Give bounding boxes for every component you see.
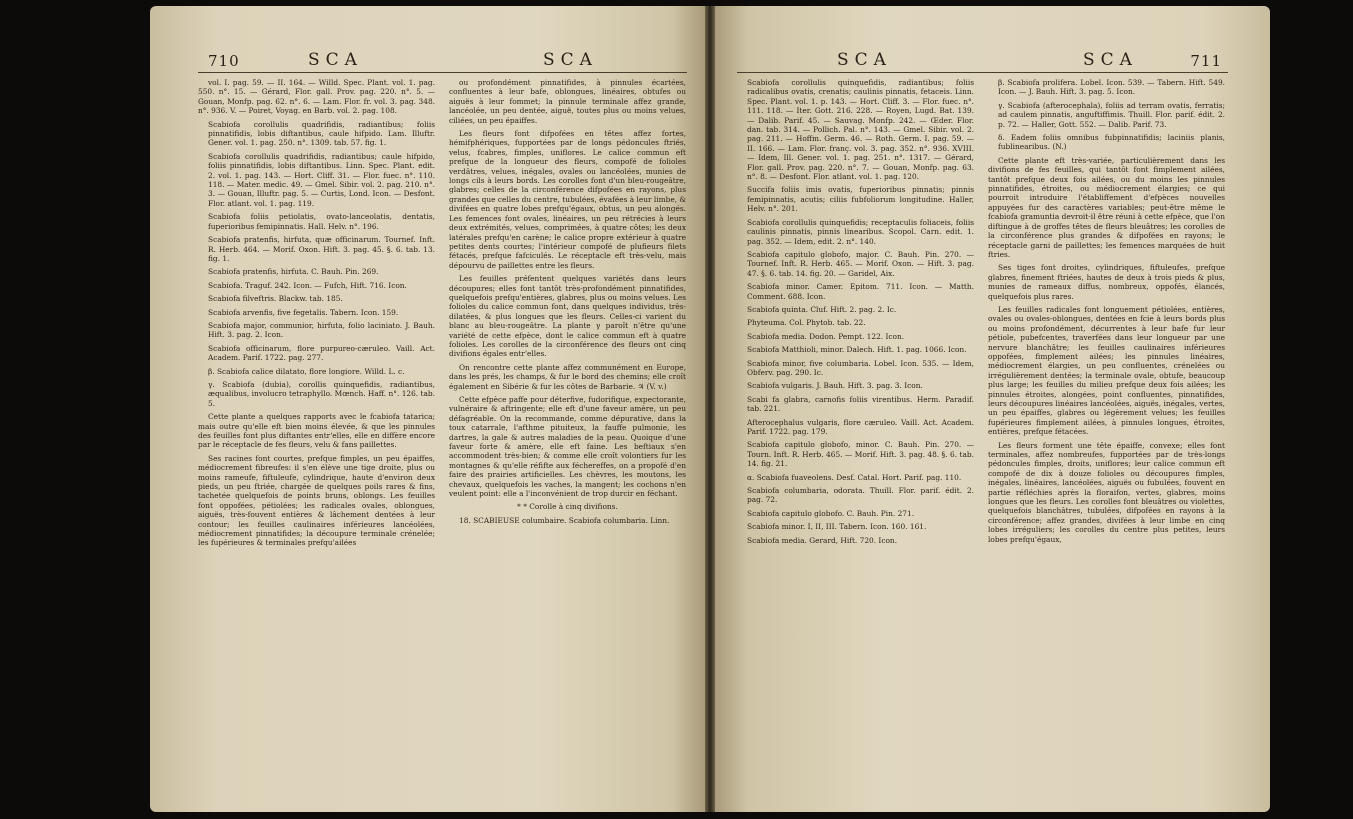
paragraph: Scabiofa minor. Camer. Epitom. 711. Icon. — Matth. Comment. 688. Icon. [747,282,974,301]
paragraph: γ. Scabiofa (dubia), corollis quinquefidis, radiantibus, æqualibus, involucro tetraphyllo. Mœnch. Haff. n°. 126. tab. 5. [208,379,435,408]
running-head-title: SCA [837,50,892,70]
paragraph: 18. SCABIEUSE columbaire. Scabiofa columbaria. Linn. [459,515,670,525]
header-rule [737,72,1228,73]
paragraph: Scabiofa arvenfis, five fegetalis. Tabern. Icon. 159. [208,307,399,317]
paragraph: Scabiofa major, communior, hirfuta, folio laciniato. J. Bauh. Hift. 3. pag. 2. Icon. [208,320,435,340]
paragraph: Cette plante eft très-variée, particulièrement dans les divifions de fes feuilles, qui tantôt font fimplement ailées, tantôt prefque deux fois ailées, ou du moins les pinnules pinnatifides, étroites, ou médiocrement élargies; ce qui pourroit introduire l'établiffement d'efpèces nouvelles appuyées fur des caractères variables; peut-être même le fcabiofa gramuntia devroit-il être réuni à cette efpèce, que l'on diftingue à de groffes têtes de fleurs bleuâtres; les corolles de la circonférence plus grandes & difpofées en rayons; le réceptacle garni de paillettes; les femences marquées de huit ftries. [988,155,1225,259]
paragraph: Ses racines font courtes, prefque fimples, un peu épaiffes, médiocrement fibreufes: il s'en élève une tige droite, plus ou moins rameufe, fiftuleufe, cylindrique, haute d'environ deux pieds, un peu ftriée, chargée de quelques poils rares & fins, tachetée quelquefois de points bruns, oblongs. Les feuilles font oppofées, pétiolées; les radicales ovales, oblongues, aiguës, très-fouvent entières & lâchement dentées à leur contour; les feuilles caulinaires inférieures lancéolées, médiocrement pinnatifides; la découpure terminale crénelée; les fupérieures & terminales prefqu'ailées [198,453,435,548]
paragraph: Scabiofa corollulis quinquefidis; receptaculis foliaceis, foliis caulinis pinnatis, pinnis linearibus. Scopol. Carn. edit. 1. pag. 352. — Idem, edit. 2. n°. 140. [747,217,974,246]
text-column-right-1 [737,78,974,549]
paragraph: Les feuilles préfentent quelques variétés dans leurs découpures; elles font tantôt très-profondément pinnatifides, quelquefois prefqu'entières, glabres, plus ou moins velues. Les folioles du calice commun font, dans quelques individus, très-dilatées, & plus longues que les fleurs. Celles-ci varient du blanc au bleu-rougeâtre. La plante γ paroît n'être qu'une variété de cette efpèce, dont le calice commun eft à quatre folioles. Les corolles de la circonférence des fleurs ont cinq divifions égales entr'elles. [449,274,686,359]
paragraph: Scabiofa pratenfis, hirfuta. C. Bauh. Pin. 269. [208,267,379,277]
paragraph: Les fleurs font difpofées en têtes affez fortes, hémifphériques, fupportées par de longs pédoncules ftriés, velus, fcabres, fimples, uniflores. Le calice commun eft prefque de la longueur des fleurs, compofé de folioles verdâtres, velues, inégales, ovales ou lancéolées, munies de longs cils à leurs bords. Les corolles font d'un bleu-rougeâtre, glabres; celles de la circonférence difpofées en rayons, plus grandes que celles du centre, tubulées, évafées à leur limbe, & divifées en quatre lobes prefqu'égaux, obtus, un peu alongés. Les femences font ovales, linéaires, un peu rétrécies à leurs deux extrémités, velues, comprimées, à quatre côtes; les deux latérales prefqu'en carène; le calice propre extérieur à quatre petites dents courtes; l'intérieur compofé de plufieurs filets fétacés, prefque fafciculés. Le réceptacle eft très-velu, mais dépourvu de paillettes entre les fleurs. [449,129,686,270]
paragraph: α. Scabiofa fuaveolens. Desf. Catal. Hort. Parif. pag. 110. [747,472,962,482]
paragraph: Scabiofa Matthioli, minor. Dalech. Hift. 1. pag. 1066. Icon. [747,345,967,355]
running-head-title: SCA [543,50,598,70]
paragraph: Scabiofa capitulo globofo, minor. C. Bauh. Pin. 270. — Tourn. Inft. R. Herb. 465. — Morif. Hift. 3. pag. 48. §. 6. tab. 14. fig. 21. [747,440,974,469]
running-head-title: SCA [1083,50,1138,70]
paragraph: Scabiofa capitulo globofo, major. C. Bauh. Pin. 270. — Tournef. Inft. R. Herb. 465. — Morif. Oxon. — Hift. 3. pag. 47. §. 6. tab. 14. fig. 20. — Garidel, Aix. [747,249,974,278]
page-number-left: 710 [208,52,240,70]
book-gutter [705,6,715,812]
running-head-left [150,50,705,72]
paragraph: Scabiofa media. Gerard, Hift. 720. Icon. [747,535,898,545]
paragraph: Phyteuma. Col. Phytob. tab. 22. [747,318,866,328]
left-page [150,6,705,812]
paragraph: vol. I. pag. 59. — II. 164. — Willd. Spec. Plant. vol. 1. pag. 550. n°. 15. — Gérard, Flor. gall. Prov. pag. 220. n°. 5. — Gouan, Monfp. pag. 62. n°. 6. — Lam. Flor. fr. vol. 3. pag. 348. n°. 936. V. — Poiret, Voyag. en Barb. vol. 2. pag. 108. [198,78,435,116]
text-column-left-1 [198,78,435,552]
paragraph: Scabiofa minor. I, II, III. Tabern. Icon. 160. 161. [747,522,927,532]
running-head-right [715,50,1270,72]
open-book [150,6,1270,812]
paragraph: Scabiofa minor, five columbaria. Lobel. Icon. 535. — Idem, Obferv. pag. 290. Ic. [747,358,974,377]
text-column-left-2 [449,78,686,552]
right-page [715,6,1270,812]
paragraph: Scabiofa pratenfis, hirfuta, quæ officinarum. Tournef. Inft. R. Herb. 464. — Morif. Oxon. Hift. 3. pag. 45. §. 6. tab. 13. fig. 1. [208,235,435,263]
paragraph: Cette plante a quelques rapports avec le fcabiofa tatarica; mais outre qu'elle eft bien moins élevée, & que les pinnules des feuilles font plus diftantes entr'elles, elle en diffère encore par le réceptacle de fes fleurs, velu & fans paillettes. [198,412,435,450]
paragraph: Les feuilles radicales font longuement pétiolées, entières, ovales ou ovales-oblongues, dentées en fcie à leurs bords plus ou moins profondément, décurrentes à leur bafe fur leur pétiole, pubefcentes, traverfées dans leur longueur par une nervure blanchâtre; les feuilles caulinaires inférieures oppofées, fimplement ailées; les pinnules linéaires, médiocrement élargies, un peu confluentes, crénelées ou irrégulièrement dentées; la terminale ovale, obtufe, beaucoup plus large; les feuilles du milieu prefque deux fois ailées; les pinnules étroites, alongées, point confluentes, pinnatifides, leurs découpures linéaires lancéolées, aiguës, inégales, vertes, un peu épaiffes, glabres ou légèrement velues; les feuilles fupérieures fimplement ailées, à pinnules longues, étroites, entières, prefque fétacées. [988,304,1225,437]
paragraph: Succifa foliis imis ovatis, fuperioribus pinnatis; pinnis femipinnatis, acutis; ciliis fubfoliorum longitudine. Haller, Helv. n°. 201. [747,185,974,214]
paragraph: Scabiofa columbaria, odorata. Thuill. Flor. parif. édit. 2. pag. 72. [747,486,974,505]
paragraph: Scabiofa media. Dodon. Pempt. 122. Icon. [747,331,905,341]
header-rule [198,72,687,73]
paragraph: β. Scabiofa calice dilatato, flore longiore. Willd. L. c. [208,366,405,376]
paragraph: Scabiofa filveftris. Blackw. tab. 185. [208,294,343,304]
paragraph: Scabi fa glabra, carnofis foliis virentibus. Herm. Paradif. tab. 221. [747,394,974,414]
paragraph: Ses tiges font droites, cylindriques, fiftuleufes, prefque glabres, finement ftriées, hautes de deux à trois pieds & plus, munies de rameaux diffus, nombreux, oppofés, élancés, quelquefois plus rares. [988,263,1225,301]
paragraph: Scabiofa corollulis quadrifidis, radiantibus; foliis pinnatifidis, lobis diftantibus, caule hifpido. Lam. Illuftr. Gener. vol. 1. pag. 250. n°. 1309. tab. 57. fig. 1. [208,119,435,148]
paragraph: Afterocephalus vulgaris, flore cæruleo. Vaill. Act. Academ. Parif. 1722. pag. 179. [747,417,974,436]
paragraph: Cette efpèce paffe pour déterfive, fudorifique, expectorante, vulnéraire & aftringente; elle eft d'une faveur amère, un peu défagréable. On la recommande, comme dépurative, dans la toux catarrale, l'afthme pituiteux, la fauffe pulmonie, les dartres, la gale & autres maladies de la peau. Quoique d'une faveur forte & amère, elle eft faine. Les beftiaux s'en accommodent très-bien; & comme elle croît volontiers fur les montagnes & qu'elle réfifte aux féchereffes, on a propofé d'en faire des prairies artificielles. Les chèvres, les moutons, les chevaux, quelquefois les vaches, la mangent; les cochons n'en veulent point: elle a l'inconvénient de trop durcir en féchant. [449,395,686,499]
paragraph: Scabiofa quinta. Cluf. Hift. 2. pag. 2. Ic. [747,304,897,314]
page-number-right: 711 [1190,52,1222,70]
paragraph: β. Scabiofa prolifera. Lobel. Icon. 539. — Tabern. Hift. 549. Icon. — J. Bauh. Hift. 3. pag. 5. Icon. [998,78,1225,97]
paragraph: Scabiofa foliis petiolatis, ovato-lanceolatis, dentatis, fuperioribus femipinnatis. Hall. Helv. n°. 196. [208,212,435,231]
paragraph: Les fleurs forment une tête épaiffe, convexe; elles font terminales, affez nombreufes, fupportées par de très-longs pédoncules fimples, droits, uniflores; leur calice commun eft compofé de dix à douze folioles ou découpures fimples, inégales, linéaires, lancéolées, aiguës ou fubulées, fouvent en partie réfléchies après la floraifon, vertes, glabres, moins longues que les fleurs. Les corolles font bleuâtres ou violettes, quelquefois blanchâtres, tubulées, difpofées en rayons à la circonférence; affez grandes, divifées à leur limbe en cinq lobes irréguliers; les corolles du centre plus petites, leurs lobes prefqu'égaux, [988,440,1225,544]
paragraph: On rencontre cette plante affez communément en Europe, dans les prés, les champs, & fur le bord des chemins; elle croît également en Sibérie & fur les côtes de Barbarie. ♃ (V. v.) [449,362,686,391]
paragraph: Scabiofa. Traguf. 242. Icon. — Fufch, Hift. 716. Icon. [208,280,407,290]
text-column-right-2 [988,78,1225,549]
paragraph: Scabiofa capitulo globofo. C. Bauh. Pin. 271. [747,508,915,518]
paragraph: Scabiofa officinarum, flore purpureo-cæruleo. Vaill. Act. Academ. Parif. 1722. pag. 277. [208,343,435,363]
paragraph: δ. Eadem foliis omnibus fubpinnatifidis; laciniis planis, fublinearibus. (N.) [998,133,1225,152]
paragraph: * * Corolle à cinq divifions. [517,502,618,512]
running-head-title: SCA [308,50,363,70]
paragraph: Scabiofa vulgaris. J. Bauh. Hift. 3. pag. 3. Icon. [747,381,923,391]
paragraph: γ. Scabiofa (afterocephala), foliis ad terram ovatis, ferratis; ad caulem pinnatis, anguftiffimis. Thuill. Flor. parif. édit. 2. p. 72. — Haller, Gott. 552. — Dalib. Parif. 73. [998,100,1225,129]
paragraph: Scabiofa corollulis quadrifidis, radiantibus; caule hifpido, foliis pinnatifidis, lobis diftantibus. Linn. Spec. Plant. edit. 2. vol. 1. pag. 143. — Hort. Cliff. 31. — Flor. fuec. n°. 110. 118. — Mater. medic. 49. — Gmel. Sibir. vol. 2. pag. 210. n°. 3. — Gouan, Illuftr. pag. 5. — Curtis, Lond. Icon. — Desfont. Flor. atlant. vol. 1. pag. 119. [208,151,435,208]
paragraph: Scabiofa corollulis quinquefidis, radiantibus; foliis radicalibus ovatis, crenatis; caulinis pinnatis, fetaceis. Linn. Spec. Plant. vol. 1. p. 143. — Hort. Cliff. 3. — Flor. fuec. n°. 111. 118. — Iter. Gott. 216. 228. — Royen, Lugd. Bat. 139. — Dalib. Parif. 45. — Sauvag. Monfp. 242. — Œder. Flor. dan. tab. 314. — Pollich. Pal. n°. 143. — Gmel. Sibir. vol. 2. pag. 211. — Hoffm. Germ. 46. — Roth. Germ. I. pag. 59. — II. 166. — Lam. Flor. franç. vol. 3. pag. 352. n°. 936. XVIII. — Idem, Ill. Gener. vol. 1. pag. 251. n°. 1317. — Gérard, Flor. gall. Prov. pag. 220. n°. 7. — Gouan, Monfp. pag. 63. n°. 8. — Desfont. Flor. atlant. vol. 1. pag. 120. [747,78,974,182]
paragraph: ou profondément pinnatifides, à pinnules écartées, confluentes à leur bafe, oblongues, linéaires, obtufes ou aiguës à leur fommet; la pinnule terminale affez grande, lancéolée, un peu dentée, aiguë, toutes plus ou moins velues, ciliées, un peu épaiffes. [449,78,686,125]
